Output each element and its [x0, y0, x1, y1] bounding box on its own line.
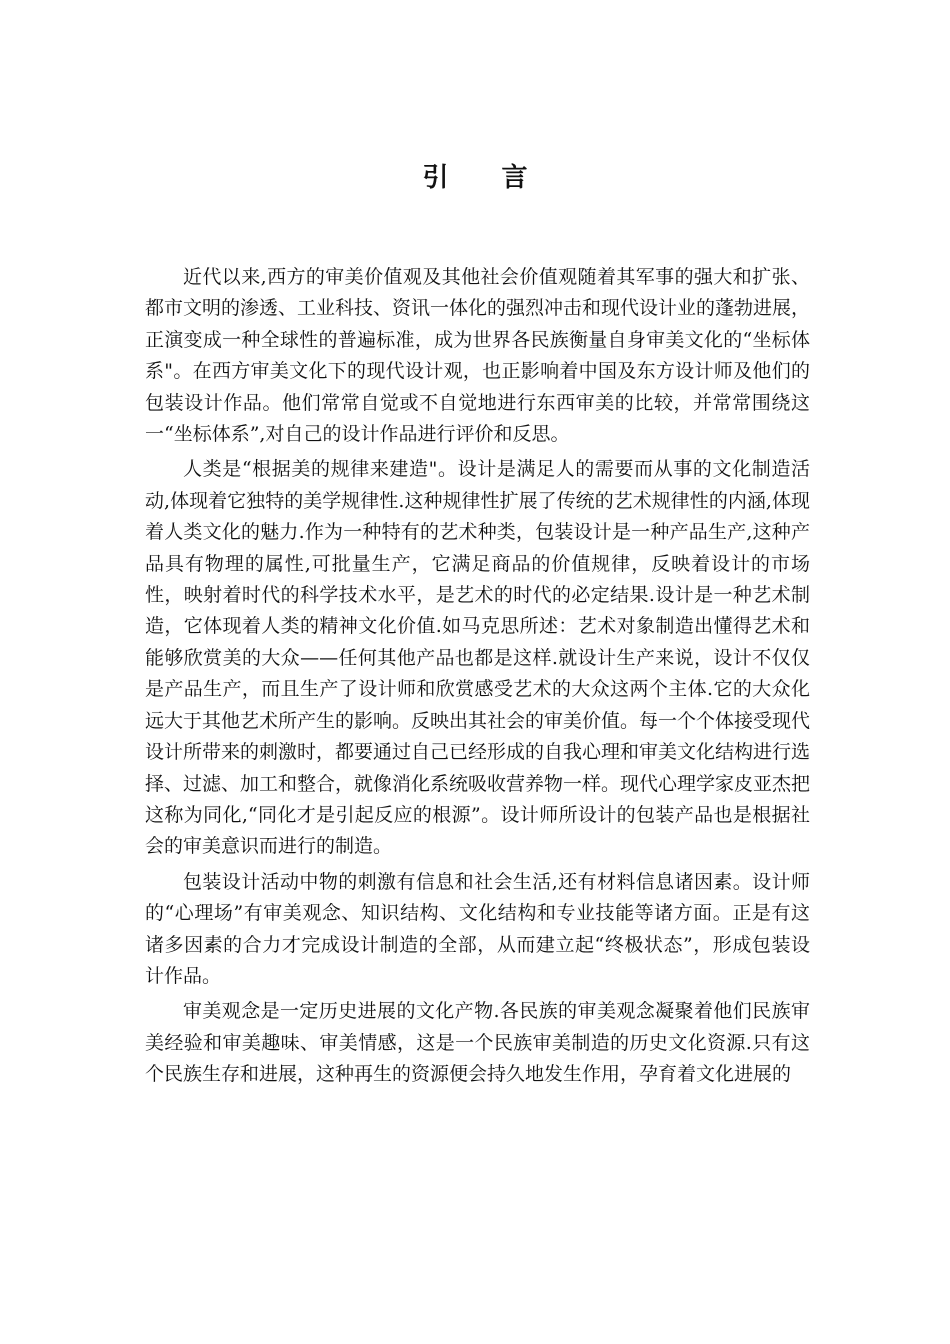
page-title: 引 言 [422, 163, 550, 193]
paragraph: 审美观念是一定历史进展的文化产物.各民族的审美观念凝聚着他们民族审美经验和审美趣味、审美情感，这是一个民族审美制造的历史文化资源.只有这个民族生存和进展，这种再生的资源便会持久地发生作用，孕育着文化进展的 [145, 1000, 810, 1086]
body-text [145, 262, 810, 1095]
paragraph: 近代以来,西方的审美价值观及其他社会价值观随着其军事的强大和扩张、都市文明的渗透、工业科技、资讯一体化的强烈冲击和现代设计业的蓬勃进展，正演变成一种全球性的普遍标准，成为世界各民族衡量自身审美文化的“坐标体系"。在西方审美文化下的现代设计观，也正影响着中国及东方设计师及他们的包装设计作品。他们常常自觉或不自觉地进行东西审美的比较，并常常围绕这一“坐标体系”,对自己的设计作品进行评价和反思。 [145, 266, 811, 446]
paragraph: 人类是“根据美的规律来建造"。设计是满足人的需要而从事的文化制造活动,体现着它独特的美学规律性.这种规律性扩展了传统的艺术规律性的内涵,体现着人类文化的魅力.作为一种特有的艺术种类，包装设计是一种产品生产,这种产品具有物理的属性,可批量生产，它满足商品的价值规律，反映着设计的市场性，映射着时代的科学技术水平，是艺术的时代的必定结果.设计是一种艺术制造，它体现着人类的精神文化价值.如马克思所述：艺术对象制造出懂得艺术和能够欣赏美的大众——任何其他产品也都是这样.就设计生产来说，设计不仅仅是产品生产，而且生产了设计师和欣赏感受艺术的大众这两个主体.它的大众化远大于其他艺术所产生的影响。反映出其社会的审美价值。每一个个体接受现代设计所带来的刺激时，都要通过自己已经形成的自我心理和审美文化结构进行选择、过滤、加工和整合，就像消化系统吸收营养物一样。现代心理学家皮亚杰把这称为同化,“同化才是引起反应的根源”。设计师所设计的包装产品也是根据社会的审美意识而进行的制造。 [145, 458, 811, 858]
paragraph: 包装设计活动中物的刺激有信息和社会生活,还有材料信息诸因素。设计师的“心理场”有审美观念、知识结构、文化结构和专业技能等诸方面。正是有这诸多因素的合力才完成设计制造的全部，从而建立起“终极状态”，形成包装设计作品。 [145, 870, 810, 987]
